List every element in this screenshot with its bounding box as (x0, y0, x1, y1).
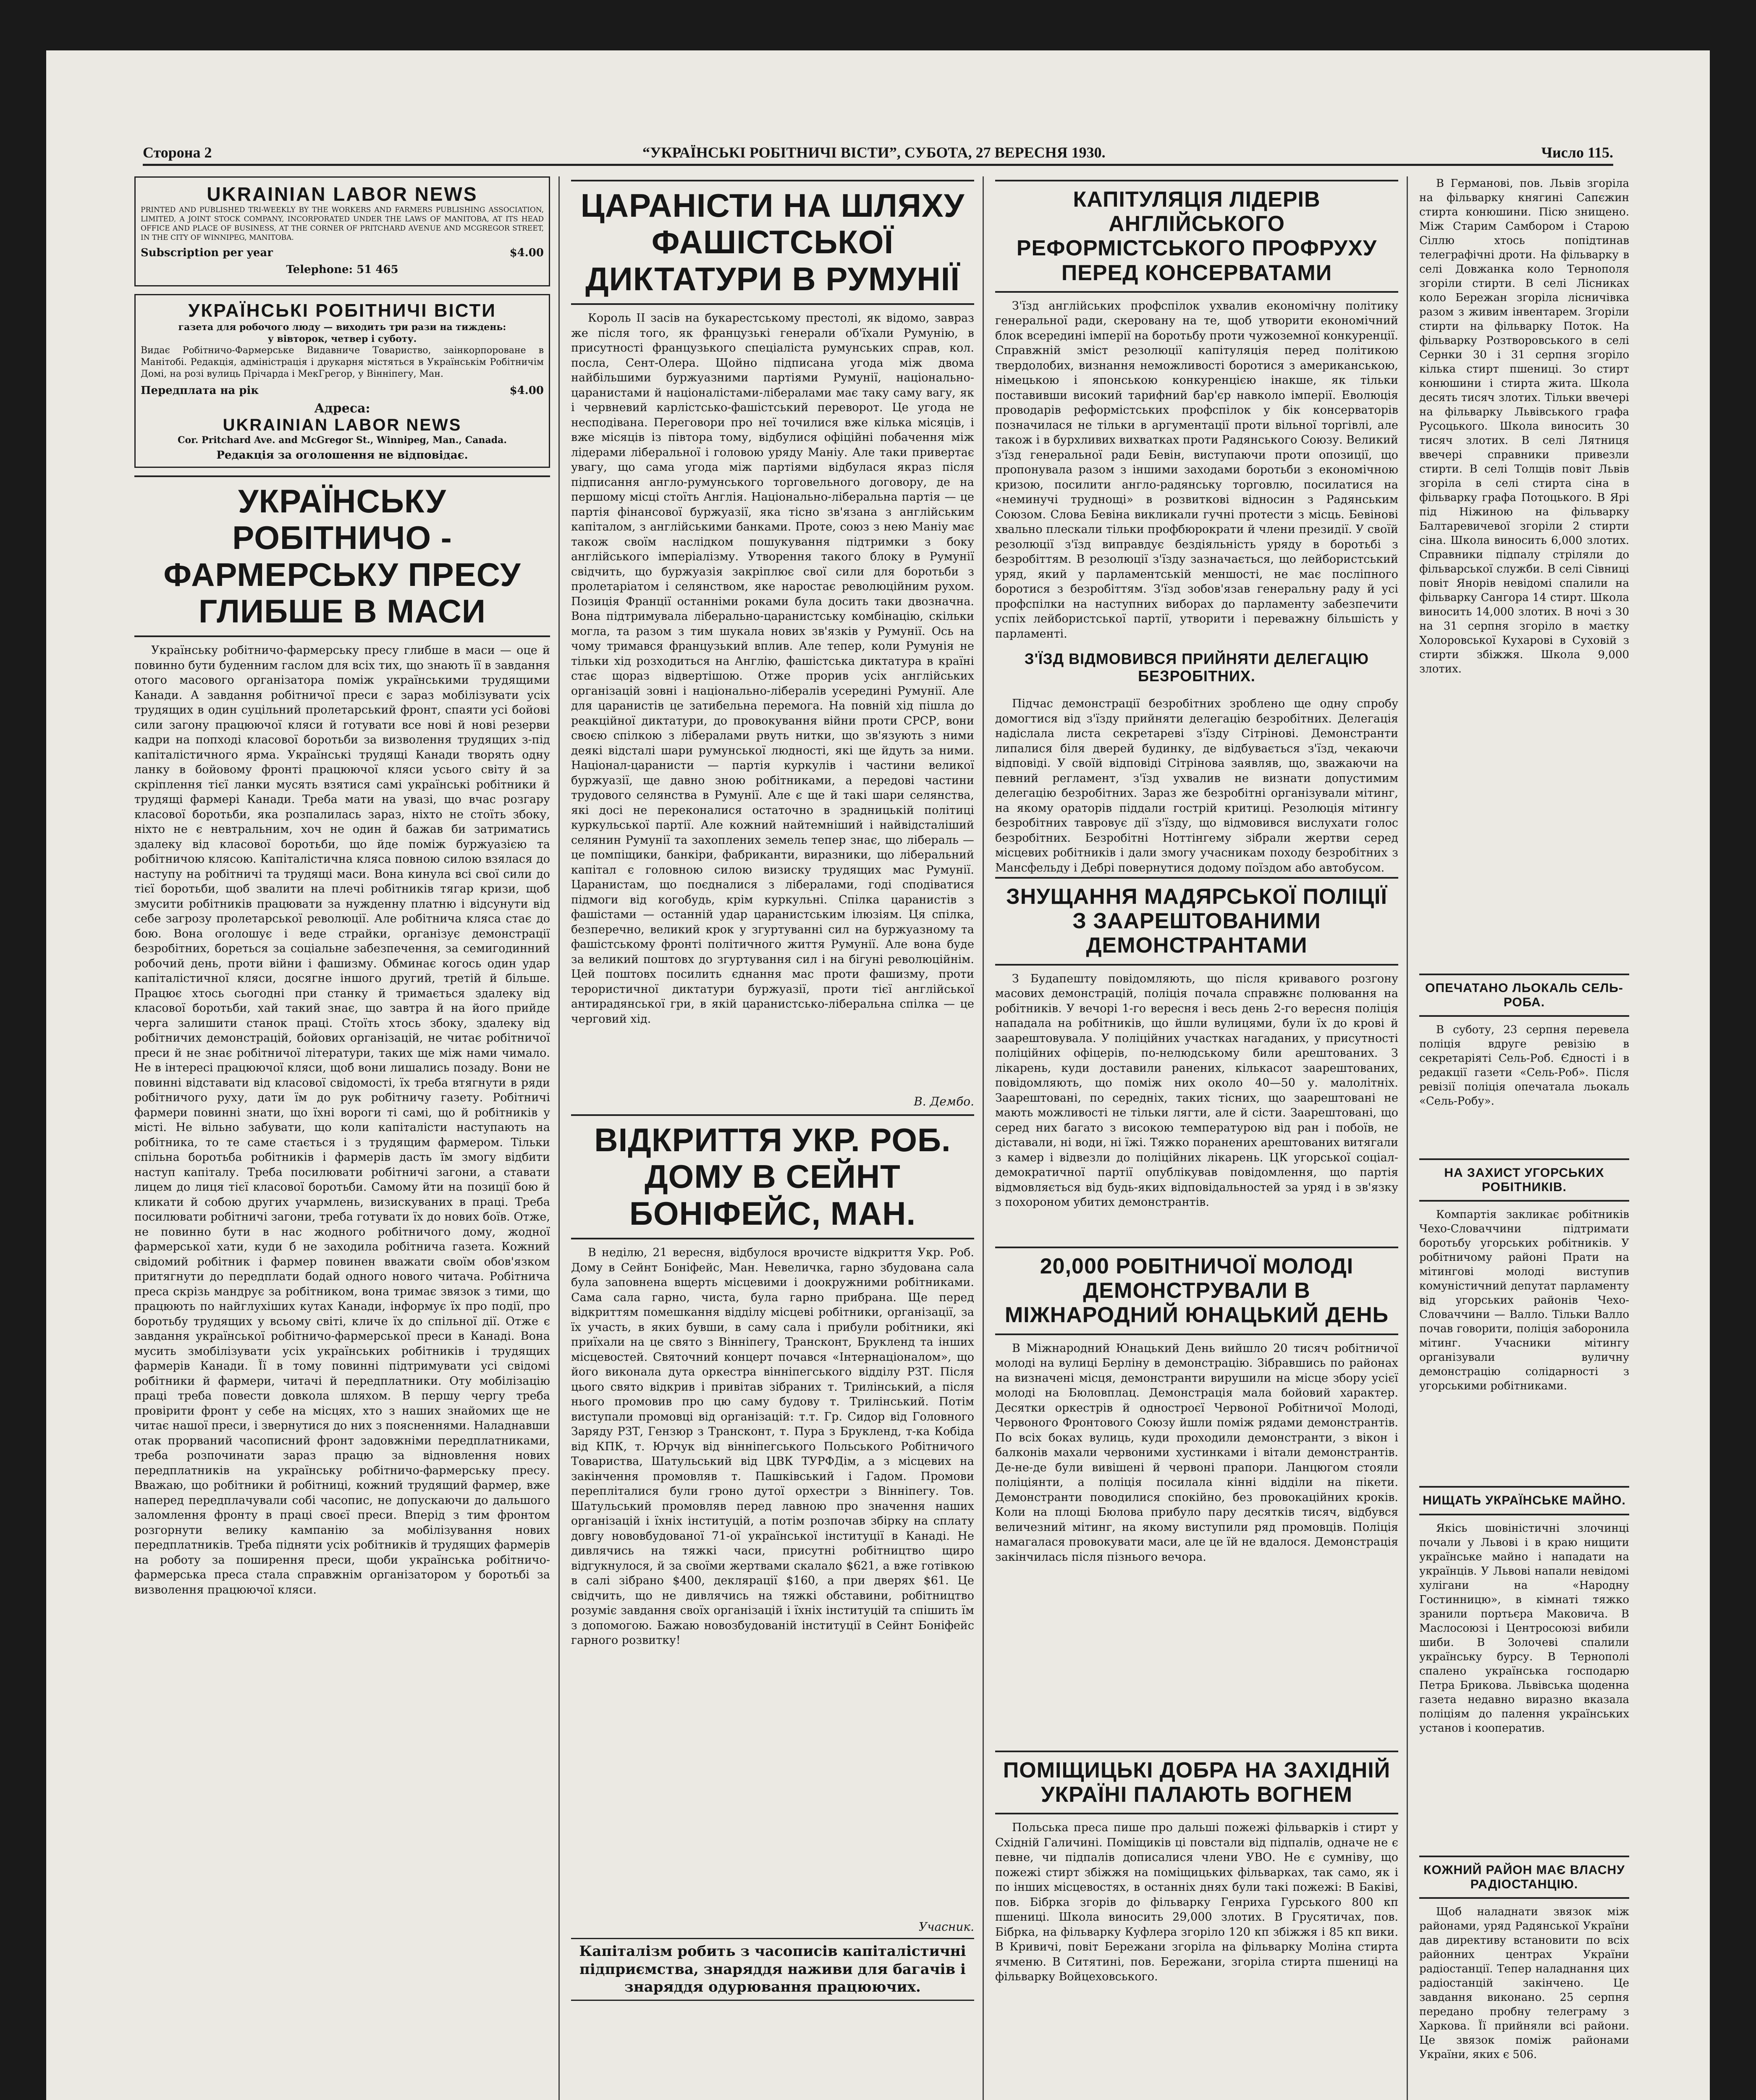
seint-article (571, 1111, 974, 1917)
masthead-en-name: UKRAINIAN LABOR NEWS (207, 183, 478, 205)
destroy-headline: НИЩАТЬ УКРАЇНСЬКЕ МАЙНО. (1419, 1486, 1629, 1515)
masthead-en-printed: PRINTED AND PUBLISHED TRI-WEEKLY BY THE WORKERS AND FARMERS PUBLISHING ASSOCIATION, LIMITED, A JOINT STOCK COMPANY, INCORPORATED UNDER THE LAWS OF MANITOBA, AT ITS HEAD OFFICE AND PLACE OF BUSINESS, AT THE CORNER OF PRITCHARD AVENUE AND MCGREGOR STREET, IN THE CITY OF WINNIPEG, MANITOBA. (141, 206, 544, 242)
seint-headline: ВІДКРИТТЯ УКР. РОБ. ДОМУ В СЕЙНТ БОНІФЕЙС, МАН. (571, 1114, 974, 1239)
prepay-row (141, 384, 544, 397)
masthead-ua-publisher: Видає Робітничо-Фармерське Видавниче Товариство, заінкорпороване в Манітобі. Редакція, адміністрація і друкарня містяться в Українськім Робітничім Домі, на розі вулиць Прічарда і МекГрегор, у Вінніпегу, Ман. (141, 345, 544, 379)
youth-headline: 20,000 РОБІТНИЧОЇ МОЛОДІ ДЕМОНСТРУВАЛИ В МІЖНАРОДНИЙ ЮНАЦЬКИЙ ДЕНЬ (995, 1247, 1398, 1335)
col4-body (1419, 176, 1629, 676)
galicia-article (995, 1747, 1398, 2083)
czech-body (1419, 1208, 1629, 1393)
britain-headline: КАПІТУЛЯЦІЯ ЛІДЕРІВ АНГЛІЙСЬКОГО РЕФОРМІСТСЬКОГО ПРОФРУХУ ПЕРЕД КОНСЕРВАТАМИ (995, 180, 1398, 293)
disclaimer: Редакція за оголошення не відповідає. (216, 449, 468, 462)
address-name: UKRAINIAN LABOR NEWS (223, 416, 462, 434)
radio-body (1419, 1905, 1629, 2062)
romania-body (571, 311, 974, 1026)
youth-article (995, 1243, 1398, 1747)
issue-number: Число 115. (1541, 144, 1613, 161)
britain-subheadline: З'ЇЗД ВІДМОВИВСЯ ПРИЙНЯТИ ДЕЛЕГАЦІЮ БЕЗРОБІТНИХ. (1024, 650, 1369, 685)
youth-text: В Міжнародний Юнацький День вийшло 20 тисяч робітничої молоді на вулиці Берліну в демонстрацію. Зібравшись по районах на визначені місця, демонстранти вирушили на місце збору усієї молоді на Бюловплац. Демонстрація мала бойовий характер. Десятки оркестрів й одностроєї Червоної Робітничої Молоді, Червоного Фронтового Союзу йшли поміж рядами демонстрантів. По всіх боках вулиць, куди проходили демонстранти, з вікон і балконів махали червоними хустинками і вітали демонстрантів. Де-не-де були вивішені й червоні прапори. Ланцюгом стояли поліціянти, а поліція посилала кінні відділи на пікети. Демонстранти поводилися спокійно, без провокаційних кроків. Коли на площі Бюлова прибуло пару десятків тисяч, відбувся величезний мітинг, на якому виступили ряд промовців. Поліція намагалася провокувати маси, але це їй не вдалося. Демонстрація закінчилась після пізнього вечора. (995, 1341, 1398, 1564)
column-3 (995, 176, 1398, 2100)
seint-signature: Учасник. (918, 1920, 974, 1934)
tagline: Капіталізм робить з часописів капіталістичні підприємства, знаряддя наживи для багачів і знаряддя одурювання працюючих. (571, 1938, 974, 2001)
header-title: “УКРАЇНСЬКІ РОБІТНИЧІ ВІСТИ”, СУБОТА, 27 ВЕРЕСНЯ 1930. (642, 144, 1106, 161)
column-rule (1407, 176, 1408, 2100)
masthead-ua-name: УКРАЇНСЬКІ РОБІТНИЧІ ВІСТИ (188, 300, 496, 321)
britain-sub-body (995, 696, 1398, 874)
masthead-ua-sub2: у вівторок, четвер і суботу. (267, 333, 417, 344)
selrob-article (1419, 970, 1629, 1155)
radio-headline: КОЖНИЙ РАЙОН МАЄ ВЛАСНУ РАДІОСТАНЦІЮ. (1419, 1856, 1629, 1899)
telephone: Telephone: 51 465 (286, 263, 398, 276)
czech-article (1419, 1155, 1629, 1483)
galicia-headline: ПОМІЩИЦЬКІ ДОБРА НА ЗАХІДНІЙ УКРАЇНІ ПАЛАЮТЬ ВОГНЕМ (995, 1751, 1398, 1814)
column-4 (1419, 176, 1629, 2100)
press-body (134, 643, 550, 1597)
col4-text: В Германові, пов. Львів згоріла на фільварку княгині Сапєжин стирта конюшини. Пісю знищено. Між Старим Самбором і Старою Сіллю хтось попідтинав телеграфічні дроти. На фільварку в селі Довжанка коло Тернополя згоріли стирти. В селі Лісниках коло Бережан згоріла лісничівка разом з живим інвентарем. Згоріли стирти на фільварку Поток. На фільварку Розтворовського в селі Сернки 30 і 31 серпня згоріло кілька стирт пшениці. Зо стирт конюшини і стирта жита. Школа десять тисяч злотих. Тільки ввечері на фільварку Львівського графа Русоцького. Школа виносить 30 тисяч злотих. В селі Лятниця ввечері справники привезли стирти. В селі Толщів повіт Львів згоріла в селі стирта сіна в фільварку графа Потоцького. В Ярі під Ніжиною на фільварку Балтаревичевої згоріли 2 стирти сіна. Школа виносить 6,000 злотих. Справники підпалу стріляли до фільварської служби. В селі Сівниці повіт Янорів невідомі спалили на фільварку Сангора 14 стирт. Школа виносить 14,000 злотих. В ночі з 30 на 31 серпня згоріло в маєтку Холоровської Кухарові в Суховій з стирти збіжжя. Школа 9,000 злотих. (1419, 177, 1629, 675)
czech-text: Компартія закликає робітників Чехо-Словаччини підтримати боротьбу угорських робітників. У робітничому районі Прати на мітингові молоді виступив комуністичний депутат парламенту від угорських районів Чехо-Словаччини — Валло. Тільки Валло почав говорити, поліція заборонила мітинг. Учасники мітингу організували вуличну демонстрацію солідарності з угорськими робітниками. (1419, 1208, 1629, 1393)
page-number: Сторона 2 (143, 144, 212, 161)
galicia-body (995, 1820, 1398, 1984)
seint-body (571, 1245, 974, 1648)
czech-headline: НА ЗАХИСТ УГОРСЬКИХ РОБІТНИКІВ. (1419, 1158, 1629, 1202)
seint-text: В неділю, 21 вересня, відбулося врочисте відкриття Укр. Роб. Дому в Сейнт Боніфейс, Ман. Невеличка, гарно збудована сала була заповнена вщерть місцевими і доокружними робітниками. Сама сала гарно, чиста, була гарно прибрана. Ще перед відкриттям помешкання відділу місцеві робітники, організації, за їх участь, в яких бувши, в саму сала і прибули робітники, які приїхали на це свято з Вінніпегу, Трансконт, Брукленд та інших місцевостей. Святочний концерт почався «Інтернаціоналом», що його виконала дута оркестра вінніпегського відділу РЗТ. Після цього свято відкрив і привітав зібраних т. Трилінський, а після нього промовив про цю саму будову т. Трилінський. Потім виступали промовці від організацій: т.т. Гр. Сидор від Головного Заряду РЗТ, Гензюр з Трансконт, т. Пура з Брукленд, т-ка Кобіда від КПК, т. Юрчук від вінніпегського Польського Робітничого Товариства, Шатульський від ЦВК ТУРФДім, а з місцевих на закінчення промовляв т. Пашківський і Гадом. Промови перепліталися були гроно дутої орхестри з Вінніпегу. Тов. Шатульський промовляв перед лавною про значення наших організацій і їхніх інституцій, а потім розпочав збірку на сплату довгу нововбудованої 71-ої української інституції в Канаді. Не дивлячись на тяжкі часи, присутні робітництво щиро відгукнулося, й за своїми жертвами скалало $621, а вже готівкою в салі зібрано $400, деклярації $160, а при дверях $61. Це свідчить, що не дивлячись на тяжкі обставини, робітництво розуміє завдання своїх організацій і їхніх інституцій та спішить їм з допомогою. Бажаю новозбудованій інституції в Сейнт Боніфейс гарного розвитку! (571, 1246, 974, 1647)
romania-headline: ЦАРАНІСТИ НА ШЛЯХУ ФАШІСТСЬКОЇ ДИКТАТУРИ В РУМУНІЇ (571, 180, 974, 305)
selrob-headline: ОПЕЧАТАНО ЛЬОКАЛЬ СЕЛЬ-РОБА. (1419, 974, 1629, 1017)
header-rule (143, 164, 1613, 166)
column-2 (571, 176, 974, 2100)
romania-text: Король II засів на букарестському престолі, як відомо, завраз же після того, як французькі генерали об'їхали Румунію, в присутності французького спеціаліста румунських справ, кол. посла, Сент-Олера. Щойно підписана угода між двома найбільшими буржуазними партіями Румунії, національно-царанистами й націоналістами-лібералами має таку саму вагу, як і червневий карлістсько-фашістський переворот. Це угода не несподівана. Переговори про неї точилися вже кілька місяців, і вже місяців із півтора тому, відбулися офіційні побачення між лідерами ліберальної і головою уряду Маніу. Але таки привертає увагу, що сама угода між партіями відбулася якраз після підписання англо-румунського торговельного договору, де на першому місці стоїть Англія. Національно-ліберальна партія — це партія фінансової буржуазії, яка тісно зв'язана з англійським капіталом, з англійськими банками. Проте, союз з нею Маніу має також своїм наслідком пошукування підтримки з боку англійського імперіалізму. Утворення такого блоку в Румунії свідчить, що буржуазія закріплює свої сили для боротьби з пролетаріатом і селянством, яке наростає революційним рухом. Позиція Франції останніми роками була досить таки двозначна. Вона підтримувала ліберально-царанистську комбінацію, скільки могла, та разом з тим шукала нових зв'язків у Румунії. Ось на чому тримався французький вплив. Але тепер, коли Румунія не тільки хід розходиться на Англію, фашістська диктатура в країні стає щораз відвертішою. Отже прорив усіх англійських організацій зовні і національно-лібералів усередині Румунії. Але для царанистів це затибельна перемога. На повній хід пішла до реакційної диктатури, до провокування війни проти СРСР, вони своєю спілкою з лібералами рвуть нитки, що зв'язують з ними деякі відсталі шари румунської людності, які ще йдуть за ними. Націонал-царанисти — партія куркулів і частини великої буржуазії, ще давно зною робітниками, а передові частини трудового селянства в Румунії. Але є ще й такі шари селянства, які досі не переконалися остаточно в зрадницькій політиці куркульської партії. Але кожний найтемніший і найвідсталіший селянин Румунії та захоплених земель тепер знає, що лібераль — це помпіщики, банкіри, фабриканти, виразники, що ліберальний капітал є головною силою визиску трудящих мас Румунії. Царанистам, що поєдналися з лібералами, годі сподіватися підмоги від когобудь, крім куркульні. Спілка царанистів з фашістами — останній удар царанистським ілюзіям. Ця спілка, безперечно, великий крок у згуртуванні сил на буржуазному та фашістському фронті політичного життя Румунії. Але вона буде за великий поштовх до згуртування сил і на бігуні революційнім. Цей поштовх посилить єднання мас проти фашизму, проти терористичної диктатури буржуазії, проти тієї англійської антирадянської гри, в якій царанистсько-ліберальна спілка — це черговий хід. (571, 312, 974, 1026)
prepay-label: Передплата на рік (141, 384, 259, 397)
romania-article (571, 176, 974, 1092)
radio-article (1419, 1852, 1629, 2096)
hungary-headline: ЗНУЩАННЯ МАДЯРСЬКОЇ ПОЛІЦІЇ З ЗААРЕШТОВАНИМИ ДЕМОНСТРАНТАМИ (995, 877, 1398, 966)
romania-signature: В. Дембо. (914, 1095, 974, 1108)
subscription-label: Subscription per year (141, 247, 273, 259)
address-label: Адреса: (314, 401, 370, 416)
britain-text: З'їзд англійських профспілок ухвалив економічну політику генеральної ради, скеровану на те, щоб утворити економічний блок всередині імперії на боротьбу проти чужоземної конкуренції. Справжній зміст резолюції капітуляція перед політикою твердолобих, визнання неможливості боротися з американською, німецькою і японською конкуренцією інакше, як тільки поставивши високий тарифний бар'єр навколо імперії. Еволюція проводарів реформістських профспілок у бік консерваторів позначилася не тільки в аргументації проти вільної торгівлі, але також і в бурхливих вихватках проти Радянського Союзу. Великий з'їзд генеральної ради Бевін, виступаючи проти опозиції, що пропонувала разом з іншими заходами боротьби з економічною кризою, посилити англо-радянську торговлю, посилатися на «неминучі труднощі» в розвиткові відносин з Радянським Союзом. Слова Бевіна викликали гучні протести з місць. Бевінові хвально плескали тільки профбюрократи й члени президії. У своїй резолюції з'їзд виправдує бездіяльність уряду в боротьбі з безробіттям. В резолюції з'їзду зазначається, що лейбористський уряд, який у парламентській меншості, не має посліпного боротися з безробіттям. З'їзд зобов'язав генеральну раду й усі профспілки на наступних виборах до парламенту забезпечити успіх лейбористської партії, утворити і переважну більшість у парламенті. (995, 299, 1398, 640)
hungary-body (995, 971, 1398, 1210)
col4-continuation (1419, 176, 1629, 970)
selrob-body (1419, 1023, 1629, 1108)
hungary-text: З Будапешту повідомляють, що після кривавого розгону масових демонстрацій, поліція почала справжнє полювання на робітників. У вечорі 1-го вересня і весь день 2-го вересня поліція нападала на робітників, що йшли вулицями, були їх до крові й заарештовувала. У поліційних участках нагаданих, у присутності поліційних офіцерів, по-нелюдському били арештованих. З лікарень, куди доставили ранених, кількасот заарештованих, повідомляють, що поміж них около 40—50 у. малолітніх. Заарештовані, по середніх, таких тісних, що заарештовані не мають можливості не тільки лягти, але й сісти. Заарештовані, що серед них багато з високою температурою від ран і побоїв, не діставали, ні води, ні їжі. Тяжко поранених арештованих витягали з камер і відвезли до поліційних лікарень. ЦК угорської соціал-демократичної партії опублікував повідомлення, що партія відмовляється від будь-яких відповідальностей за уряд і в зв'язку з похороном убитих демонстрантів. (995, 972, 1398, 1209)
youth-body (995, 1341, 1398, 1565)
destroy-text: Якісь шовіністичні злочинці почали у Львові і в краю нищити українське майно і нападати на українців. У Львові напали невідомі хулігани на «Народну Гостинницю», в кімнаті тяжко зранили портьєра Маковича. В Маслосоюзі і Центросоюзі вибили шиби. В Золочеві спалили українську бурсу. В Тернополі спалено українська господарю Петра Брикова. Львівська щоденна газета недавно виразно вказала поліціям до палення українських установ і кооператив. (1419, 1522, 1629, 1735)
selrob-text: В суботу, 23 серпня перевела поліція вдруге ревізію в секретаріяті Сель-Роб. Єдності і в редакції газети «Сель-Роб». Після ревізії поліція опечатала льокаль «Сель-Робу». (1419, 1024, 1629, 1108)
britain-sub-text: Підчас демонстрації безробітних зроблено ще одну спробу домогтися від з'їзду прийняти делегацію безробітних. Делегація надіслала листа секретареві з'їзду Сітрінові. Демонстранти липалися біля дверей будинку, де відбувається з'їзд, чекаючи відповіді. У своїй відповіді Сітрінова заявляв, що, зважаючи на певний регламент, з'їзд ухвалив не визнати допустимим делегацію безробітних. Зараз же безробітні організували мітинг, на якому ораторів піддали гострій критиці. Резолюція мітингу безробітних тавровує дії з'їзду, що відмовився вислухати голос безробітних. Безробітні Ноттінгему зібрали жертви серед місцевих робітників і дали змогу учасникам походу безробітних з Мансфельду і Дебрі повернутися додому поїздом або автобусом. (995, 697, 1398, 874)
press-headline: УКРАЇНСЬКУ РОБІТНИЧО - ФАРМЕРСЬКУ ПРЕСУ ГЛИБШЕ В МАСИ (134, 475, 550, 637)
telephone-row (141, 263, 544, 276)
britain-article (995, 176, 1398, 874)
column-rule (558, 176, 560, 2100)
galicia-text: Польська преса пише про дальші пожежі фільварків і стирт у Східній Галичині. Поміщиків ці повстали від підпалів, одначе не є певне, чи підпалів дописалися члени УВО. Не є сумніву, що пожежі стирт збіжжя на поміщицьких фільварках, так само, як і по інших місцевостях, в останніх днях були такі пожежі: В Баківі, пов. Бібрка згорів до фільварку Генриха Гурського 800 кп пшениці. Школа виносить 29,000 злотих. В Грусятичах, пов. Бібрка, на фільварку Куфлера згоріло 120 кп збіжжя і 85 кп вики. В Кривичі, повіт Бережани згоріла на фільварку Моліна стирта ячменю. В Ситятині, пов. Бережани, згоріла стирта пшениці на фільварку Войцеховського. (995, 1821, 1398, 1984)
subscription-row (141, 247, 544, 259)
hungary-article (995, 874, 1398, 1243)
radio-text: Щоб наладнати звязок між районами, уряд Радянської України дав директиву встановити по всіх районних центрах України радіостанції. Тепер наладнання цих радіостанцій закінчено. Це завдання виконано. 25 серпня передано пробну телеграму з Харкова. Її прийняли всі райони. Це звязок поміж районами України, яких є 506. (1419, 1906, 1629, 2061)
address-line: Cor. Pritchard Ave. and McGregor St., Winnipeg, Man., Canada. (177, 435, 507, 446)
masthead-ua-sub1: газета для робочого люду — виходить три рази на тиждень: (178, 322, 506, 333)
britain-body (995, 299, 1398, 642)
column-rule (983, 176, 984, 2100)
column-1 (134, 176, 550, 2100)
subscription-price: $4.00 (509, 247, 544, 259)
masthead-english (134, 176, 550, 286)
masthead-ukrainian (134, 294, 550, 468)
newspaper-page (46, 50, 1710, 2100)
press-text: Українську робітничо-фармерську пресу глибше в маси — оце й повинно бути буденним гаслом для всіх тих, що знають її в завдання отого масового організатора поміж українськими трудящими Канади. А завдання робітничої преси є зараз мобілізувати усіх трудящих в один суцільний пролетарський фронт, спаяти усі бойові сили загону працюючої кляси й готувати все нові й нові резерви кадри на попході класової боротьби за визволення трудящих з-під капіталістичного ярма. Українські трудящі Канади творять одну ланку в бойовому фронті працюючої кляси усього світу й за скріплення тієї ланки мусять взятися самі українські робітники й трудящі фармері Канади. Треба мати на увазі, що вчас розгару класової боротьби, яка розпалилась зараз, ніхто не стоїть збоку, ніхто не є невтральним, хоч не один й бажав би затриматись здалеку від класової боротьби, що йде поміж буржуазією та робітничою клясою. Капіталістична кляса повною силою взялася до наступу на робітничі та трудящі маси. Вона кинула всі свої сили до тієї боротьби, щоб звалити на плечі робітників тягар кризи, щоб змусити робітників працювати за нужденну платню і відсунути від себе загрозу пролетарської революції. Але робітнича кляса стає до бою. Вона оголошує і веде страйки, організує демонстрації безробітних, бореться за соціальне забезпечення, за семигодинний робочий день, проти війни і фашизму. Обминає когось один удар капіталістичної кляси, досягне іншого другий, третій й більше. Працює хтось сьогодні при станку й тримається здалеку від класової боротьби, хай такий знає, що завтра й на його прийде черга залишити станок праці. Стоїть хтось збоку, здалеку від робітничих демонстрацій, бойових організацій, не читає робітничої преси й не знає робітничої літератури, таких ще між нами чимало. Не в інтересі працюючої кляси, щоб вони лишались позаду. Вони не повинні відставати від класової свідомості, їх треба втягнути в ряди робітничого руху, дати їм до рук робітничу газету. Робітничі фармери повинні знати, що їхні вороги ті самі, що й робітників у місті. Не вільно забувати, що коли капіталісти наступають на робітника, то те саме стається і з трудящим фармером. Тільки спільна боротьба робітників і фармерів дасть їм змогу відбити наступ капіталу. Треба посилювати робітничі загони, а ставати лицем до лиця тієї класової боротьби. Самому йти на позиції бою й кликати й собою других учармлень, визискуваних в праці. Треба посилювати робітничі загони, треба готувати їх до нових боїв. Отже, не повинно бути в нас жодного робітничого дому, жодної фармерської хати, куди б не заходила робітнича газета. Кожний свідомий робітник і фармер повинен вважати своїм обов'язком притягнути до передплати бодай одного нового читача. Робітнича преса скрізь мандрує за робітником, вона тримає звязок з тими, що працюють по найглухіших кутах Канади, інформує їх про події, про боротьбу трудящих у всьому світі, кличе їх до спільної дії. Отже є завдання української робітничо-фармерської преси в Канаді. Вона мусить змобілізувати усіх українських робітників і трудящих фармерів Канади. Її в тому повинні підтримувати усі свідомі робітники й фармери, читачі й передплатники. Оту мобілізацію праці треба повести довкола шляхом. В першу чергу треба провірити фронт у себе на місцях, хто з наших знайомих ще не читає нашої преси, і звернутися до них з поясненнями. Наладнавши отак прорваний часописний фронт задовжніми передплатниками, треба розпочинати зараз працю за відновлення нових передплатників на українську робітничо-фармерську пресу. Вважаю, що робітники й робітниці, кожний трудящий фармер, вже наперед передплачували собі часопис, не допускаючи до дальшого заломлення фронту в праці своєї преси. Вперід з тим фронтом розгорнути велику кампанію за мобілізування нових передплатників. Треба підняти усіх робітників й трудящих фармерів на роботу за поширення преси, щоби українська робітничо-фармерська преса стала справжнім організатором у боротьбі за визволення працюючої кляси. (134, 644, 550, 1596)
prepay-price: $4.00 (509, 384, 544, 397)
destroy-body (1419, 1521, 1629, 1735)
destroy-article (1419, 1483, 1629, 1852)
